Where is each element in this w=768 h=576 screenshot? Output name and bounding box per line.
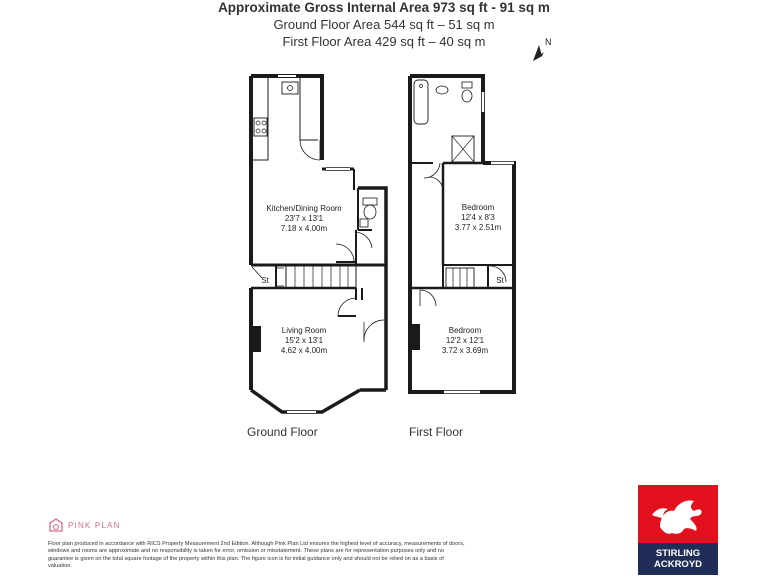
room-name-kitchen: Kitchen/Dining Room bbox=[266, 204, 342, 213]
compass-label: N bbox=[545, 37, 552, 47]
room-name-bedroom-1: Bedroom bbox=[461, 203, 495, 212]
first-floor-area: First Floor Area 429 sq ft – 40 sq m bbox=[282, 34, 486, 49]
room-name-living: Living Room bbox=[281, 326, 327, 335]
brand-line-1: STIRLING bbox=[655, 548, 701, 559]
brand-line-2: ACKROYD bbox=[653, 559, 703, 570]
griffin-icon bbox=[638, 485, 718, 543]
room-imperial-kitchen: 23'7 x 13'1 bbox=[284, 214, 324, 223]
pink-plan-logo bbox=[48, 517, 121, 533]
pink-plan-icon bbox=[48, 517, 64, 533]
store-label-first: St bbox=[496, 276, 504, 285]
room-name-bedroom-2: Bedroom bbox=[448, 326, 482, 335]
ground-floor-area: Ground Floor Area 544 sq ft – 51 sq m bbox=[273, 17, 495, 32]
brand-emblem-panel bbox=[638, 485, 718, 543]
north-arrow-icon bbox=[533, 37, 552, 61]
room-imperial-bedroom-2: 12'2 x 12'1 bbox=[445, 336, 485, 345]
disclaimer-text: Floor plan produced in accordance with RICS Property Measurement 2nd Edition. Although Pink Plan Ltd ensures the highest level of accuracy, measurements of doors, windows and rooms are approximate and no responsibility is taken for error, omission or misstatement. These plans are for representation purposes only and no guarantee is given on the total square footage of the property within this plan. The figure icon is for initial guidance only and should not be relied on as a basis of valuation. bbox=[48, 541, 465, 570]
ground-floor-label: Ground Floor bbox=[247, 425, 318, 439]
room-metric-bedroom-2: 3.72 x 3.69m bbox=[441, 346, 489, 355]
store-label-ground: St bbox=[261, 276, 269, 285]
first-floor-label: First Floor bbox=[409, 425, 463, 439]
pink-plan-text: PINK PLAN bbox=[68, 520, 121, 530]
room-metric-living: 4.62 x 4.00m bbox=[280, 346, 328, 355]
room-metric-bedroom-1: 3.77 x 2.51m bbox=[454, 223, 502, 232]
room-imperial-living: 15'2 x 13'1 bbox=[284, 336, 324, 345]
stirling-ackroyd-logo bbox=[638, 485, 718, 575]
room-metric-kitchen: 7.18 x 4.00m bbox=[280, 224, 328, 233]
brand-name-panel bbox=[638, 543, 718, 575]
room-imperial-bedroom-1: 12'4 x 8'3 bbox=[461, 213, 495, 222]
ground-floor-plan bbox=[251, 75, 386, 414]
area-title: Approximate Gross Internal Area 973 sq ft - 91 sq m bbox=[218, 0, 550, 15]
